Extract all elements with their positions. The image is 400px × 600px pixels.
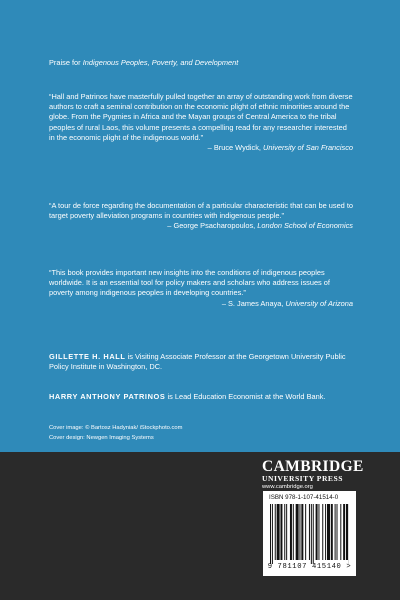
author-bio-text: is Lead Education Economist at the World Bank.: [165, 392, 326, 401]
quote-attribution: [49, 221, 353, 231]
barcode-bar: [313, 504, 314, 564]
quote-block: [49, 268, 353, 309]
barcode-bar: [337, 504, 338, 560]
barcode-bar: [275, 504, 276, 560]
barcode-bars: [270, 504, 349, 564]
barcode-bar: [331, 504, 333, 560]
barcode-bar: [280, 504, 282, 560]
quote-author: – George Psacharopoulos,: [167, 221, 258, 231]
author-name: HARRY ANTHONY PATRINOS: [49, 392, 166, 401]
barcode-digits: 9 781107 415140 >: [267, 563, 352, 571]
barcode-bar: [309, 504, 310, 560]
barcode-bar: [296, 504, 299, 560]
quote-affiliation: London School of Economics: [257, 221, 353, 231]
author-name: GILLETTE H. HALL: [49, 352, 126, 361]
barcode-bar: [299, 504, 300, 560]
publisher-subtitle: UNIVERSITY PRESS: [262, 474, 343, 483]
barcode-bar: [290, 504, 292, 560]
barcode-bar: [270, 504, 271, 564]
barcode-bar: [293, 504, 294, 560]
quote-text: “Hall and Patrinos have masterfully pulled together an array of outstanding work from diverse authors to craft a seminal contribution on the economic plight of ethnic minorities around the globe. From the Pygmies in Africa and the Mayan groups of Central America to the tribal peoples of rural Laos, this volume presents a compelling read for any researcher interested in the economic plight of the indigenous world.”: [49, 92, 353, 142]
cover-credits: [49, 424, 182, 443]
barcode-bar: [343, 504, 345, 560]
quote-author: – Bruce Wydick,: [207, 143, 264, 153]
barcode-bar: [325, 504, 326, 560]
barcode-panel: [263, 491, 356, 576]
barcode-bar: [286, 504, 287, 560]
publisher-name: CAMBRIDGE: [262, 458, 364, 475]
isbn-label: ISBN 978-1-107-41514-0: [269, 494, 339, 501]
barcode-bar: [322, 504, 323, 560]
quote-author: – S. James Anaya,: [221, 298, 286, 308]
author-bio: [49, 392, 353, 402]
cover-design-credit: Cover design: Newgen Imaging Systems: [49, 434, 154, 441]
barcode-bar: [284, 504, 285, 560]
quote-block: [49, 92, 353, 153]
barcode-bar: [335, 504, 336, 560]
barcode-bar: [301, 504, 303, 560]
barcode-bar: [327, 504, 330, 560]
quote-text: “This book provides important new insights into the conditions of indigenous peoples worldwide. It is an essential tool for policy makers and scholars who address issues of poverty among indigenous peoples in developing countries.”: [49, 268, 330, 298]
quote-attribution: [49, 299, 353, 309]
book-title: Indigenous Peoples, Poverty, and Development: [82, 58, 239, 67]
praise-prefix: Praise for: [49, 58, 83, 67]
barcode-bar: [340, 504, 341, 560]
author-bio-text: is Visiting Associate Professor at the Georgetown University Public Policy Institute in Washington, DC.: [49, 352, 346, 372]
publisher-logo: [262, 458, 364, 491]
praise-heading: [49, 58, 238, 68]
quote-block: [49, 201, 353, 232]
barcode-bar: [272, 504, 273, 564]
barcode-bar: [316, 504, 318, 560]
quote-affiliation: University of Arizona: [285, 298, 353, 308]
quote-affiliation: University of San Francisco: [263, 143, 353, 153]
quote-text: “A tour de force regarding the documentation of a particular characteristic that can be used to target poverty alleviation programs in countries with indigenous people.”: [49, 201, 354, 221]
quote-attribution: [49, 143, 353, 153]
cover-image-credit: Cover image: © Bartosz Hadyniak/ iStockphoto.com: [49, 425, 183, 431]
barcode-bar: [318, 504, 319, 560]
barcode-bar: [311, 504, 312, 564]
publisher-url: www.cambridge.org: [262, 484, 313, 490]
barcode-bar: [346, 504, 348, 560]
author-bio: [49, 352, 353, 372]
barcode-bar: [305, 504, 306, 560]
barcode-bar: [277, 504, 280, 560]
